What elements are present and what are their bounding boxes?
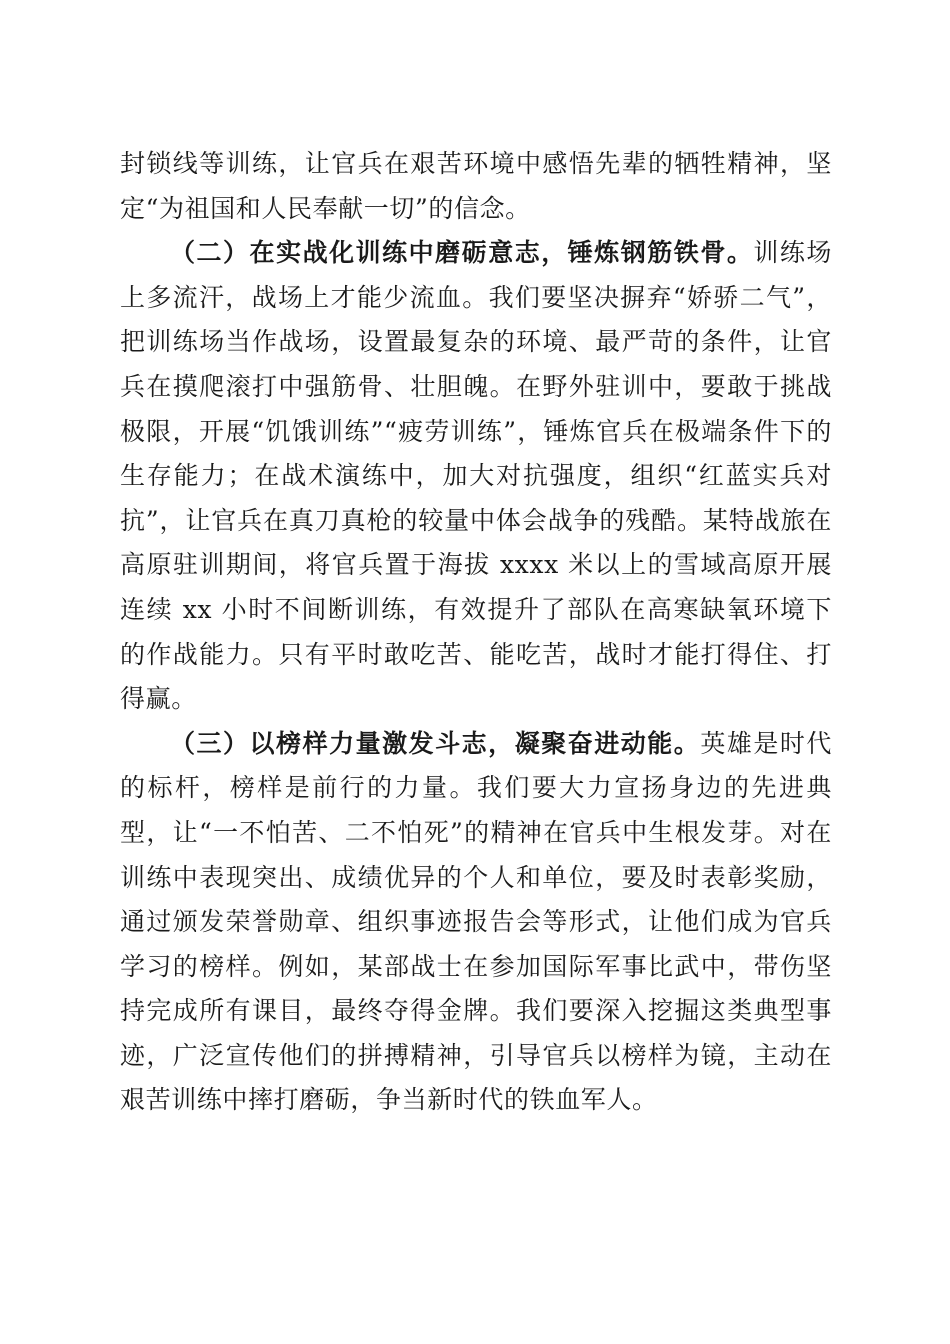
section-heading: （二）在实战化训练中磨砺意志，锤炼钢筋铁骨。	[170, 238, 754, 268]
paragraph-body: 训练场上多流汗，战场上才能少流血。我们要坚决摒弃“娇骄二气”，把训练场当作战场，设置最复杂的环境、最严苛的条件，让官兵在摸爬滚打中强筋骨、壮胆魄。在野外驻训中，要敢于挑战极限，开展“饥饿训练”“疲劳训练”，锤炼官兵在极端条件下的生存能力；在战术演练中，加大对抗强度，组织“红蓝实兵对抗”，让官兵在真刀真枪的较量中体会战争的残酷。某特战旅在高原驻训期间，将官兵置于海拔 xxxx 米以上的雪域高原开展连续 xx 小时不间断训练，有效提升了部队在高寒缺氧环境下的作战能力。只有平时敢吃苦、能吃苦，战时才能打得住、打得赢。	[120, 238, 832, 714]
paragraph-section-3	[120, 722, 832, 1123]
section-heading: （三）以榜样力量激发斗志，凝聚奋进动能。	[170, 728, 701, 758]
document-body	[120, 142, 832, 1123]
paragraph-body: 英雄是时代的标杆，榜样是前行的力量。我们要大力宣扬身边的先进典型，让“一不怕苦、二不怕死”的精神在官兵中生根发芽。对在训练中表现突出、成绩优异的个人和单位，要及时表彰奖励，通过颁发荣誉勋章、组织事迹报告会等形式，让他们成为官兵学习的榜样。例如，某部战士在参加国际军事比武中，带伤坚持完成所有课目，最终夺得金牌。我们要深入挖掘这类典型事迹，广泛宣传他们的拼搏精神，引导官兵以榜样为镜，主动在艰苦训练中摔打磨砺，争当新时代的铁血军人。	[120, 728, 832, 1115]
paragraph-section-2	[120, 231, 832, 722]
paragraph-continuation	[120, 142, 832, 231]
paragraph-body: 封锁线等训练，让官兵在艰苦环境中感悟先辈的牺牲精神，坚定“为祖国和人民奉献一切”的信念。	[120, 149, 832, 223]
